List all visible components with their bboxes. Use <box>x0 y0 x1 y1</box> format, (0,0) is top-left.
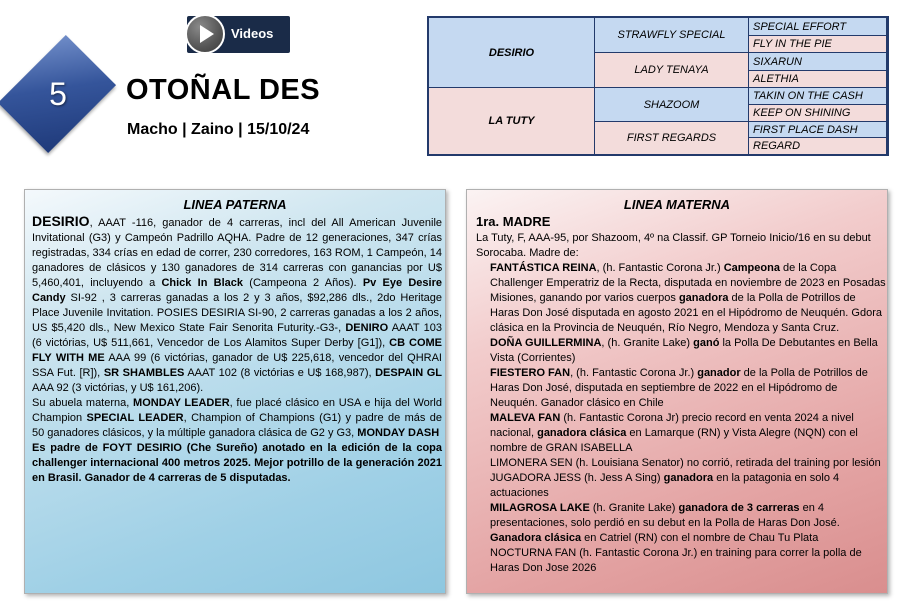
offspring-name: MILAGROSA LAKE <box>490 502 590 514</box>
horse-meta: Macho | Zaino | 15/10/24 <box>127 121 310 138</box>
text-span: AAAT 102 (8 victórias e U$ 168,987), <box>184 367 376 379</box>
pedigree-g3-4: ALETHIA <box>749 71 887 88</box>
text-bold: DESPAIN GL <box>375 367 443 379</box>
pedigree-g3-2: FLY IN THE PIE <box>749 36 887 53</box>
text-span: (h. Fantastic Corona Jr.) en training para correr la polla de Haras Don Jose 2026 <box>490 547 862 574</box>
dam-intro: La Tuty, F, AAA-95, por Shazoom, 4º na Classif. GP Torneio Inicio/16 en su debut Sorocaba. Madre de: <box>476 232 871 259</box>
offspring-item <box>476 411 886 456</box>
pedigree-table <box>427 16 889 156</box>
offspring-name: FIESTERO FAN <box>490 367 571 379</box>
offspring-item <box>476 456 886 471</box>
text-bold: Pv Eye Desire Candy <box>32 277 442 304</box>
offspring-name: JUGADORA JESS <box>490 472 582 484</box>
horse-name: OTOÑAL DES <box>126 74 321 106</box>
text-bold: ganadora de 3 carreras <box>678 502 800 514</box>
maternal-line-title: LINEA MATERNA <box>623 197 731 212</box>
pedigree-sire: DESIRIO <box>429 18 595 88</box>
offspring-name: LIMONERA SEN <box>490 457 573 469</box>
pedigree-sire-sire: STRAWFLY SPECIAL <box>595 18 749 53</box>
maternal-line-text <box>476 214 886 576</box>
offspring-name: DOÑA GUILLERMINA <box>490 337 602 349</box>
text-span: , fue placé clásico en USA e hija del World Champion <box>32 397 442 424</box>
offspring-name: MALEVA FAN <box>490 412 561 424</box>
text-span: (h. Granite Lake) <box>589 502 679 514</box>
paternal-line-box <box>24 189 446 594</box>
first-dam-heading: 1ra. MADRE <box>476 214 551 229</box>
offspring-name: NOCTURNA FAN <box>490 547 577 559</box>
text-bold: ganó <box>693 337 720 349</box>
text-span: (h. Fantastic Corona Jr) precio record en venta 2024 a nivel nacional, <box>490 412 854 439</box>
text-span: , (h. Fantastic Corona Jr.) <box>570 367 698 379</box>
text-bold: ganador <box>697 367 741 379</box>
pedigree-g3-8: REGARD <box>749 138 887 154</box>
paternal-line-text <box>32 214 442 486</box>
videos-label[interactable]: Videos <box>231 26 274 41</box>
text-bold: MONDAY DASH <box>357 427 440 439</box>
text-bold: ganadora <box>678 292 729 304</box>
text-span: en 4 presentaciones, solo perdió en su debut en la Polla de Haras Don José. <box>490 502 840 529</box>
text-span: AAA 99 (6 victórias, ganador de U$ 225,618, vencedor del QHRAI SSA Fut. [R]), <box>32 352 442 379</box>
pedigree-g3-5: TAKIN ON THE CASH <box>749 88 887 105</box>
race-number-badge <box>5 12 111 162</box>
text-span: , Champion of Champions (G1) y padre de más de 50 ganadores clásicos, y la múltiple ganadora clásica de G2 y G3, <box>32 412 442 439</box>
text-span: de la Copa Challenger Emperatriz de la Recta, disputada en noviembre de 2023 en Posadas Misiones, ganando por varios cuerpos <box>490 262 886 304</box>
text-span: (h. Jess A Sing) <box>581 472 664 484</box>
text-span: de la Polla de Potrillos de Haras Don José, disputada en septiembre de 2022 en el Hipódromo de Neuquén. Ganador clásico en Chile <box>490 367 868 409</box>
text-bold: Chick In Black <box>161 277 244 289</box>
pedigree-g3-3: SIXARUN <box>749 53 887 71</box>
text-span: la Polla De Debutantes en Bella Vista (Corrientes) <box>490 337 878 364</box>
text-span: de la Polla de Potrillos de Haras Don José disputada en agosto 2021 en el Hipódromo de Neuquén. Gdora clásica en la Provincia de Neuquén, Río Negro, Mendoza y Santa Cruz. <box>490 292 882 334</box>
race-number: 5 <box>49 76 67 112</box>
pedigree-g3-7: FIRST PLACE DASH <box>749 122 887 138</box>
offspring-item <box>476 366 886 411</box>
offspring-item <box>476 336 886 366</box>
text-span: en la patagonia en solo 4 actuaciones <box>490 472 840 499</box>
pedigree-dam-sire: SHAZOOM <box>595 88 749 122</box>
paternal-paragraph-1 <box>32 214 442 396</box>
text-span: , (h. Fantastic Corona Jr.) <box>596 262 724 274</box>
offspring-item <box>476 471 886 501</box>
offspring-item <box>476 501 886 546</box>
text-bold: Ganadora clásica <box>490 532 582 544</box>
text-bold: ganadora <box>663 472 714 484</box>
text-bold: CB COME FLY WITH ME <box>32 337 442 364</box>
videos-button[interactable] <box>187 16 290 53</box>
text-bold: DENIRO <box>345 322 389 334</box>
text-bold: MONDAY LEADER <box>133 397 230 409</box>
text-span: Su abuela materna, <box>32 397 134 409</box>
text-bold: Campeona <box>723 262 780 274</box>
pedigree-sire-dam: LADY TENAYA <box>595 53 749 88</box>
text-span: AAA 92 (3 victórias, y U$ 161,206). <box>32 382 204 394</box>
pedigree-g3-6: KEEP ON SHINING <box>749 105 887 122</box>
text-span: (Campeona 2 Años). <box>243 277 363 289</box>
pedigree-g3-1: SPECIAL EFFORT <box>749 18 887 36</box>
offspring-item <box>476 261 886 336</box>
text-bold: ganadora clásica <box>537 427 627 439</box>
offspring-name: FANTÁSTICA REINA <box>490 262 597 274</box>
play-icon[interactable] <box>185 14 225 54</box>
maternal-line-box <box>466 189 888 594</box>
text-span: en Catriel (RN) con el nombre de Chau Tu Plata <box>581 532 819 544</box>
offspring-item <box>476 546 886 576</box>
paternal-line-title: LINEA PATERNA <box>183 197 287 212</box>
pedigree-dam-dam: FIRST REGARDS <box>595 122 749 154</box>
text-bold: SPECIAL LEADER <box>86 412 184 424</box>
text-span: (h. Louisiana Senator) no corrió, retirada del training por lesión <box>572 457 881 469</box>
text-span: , (h. Granite Lake) <box>601 337 694 349</box>
paternal-paragraph-2 <box>32 396 442 441</box>
text-span: , AAAT -116, ganador de 4 carreras, incl del All American Juvenile Invitational (G3) y Campeón Padrillo AQHA. Padre de 12 generaciones, 347 crías registradas, 334 crías en edad de correr, 230 corredores, 163 ROM, 1 Campeón, 14 ganadores de clásicos y 130 ganadores de 314 carreras con ganancias por U$ 5,460,401, incluyendo a <box>32 217 442 289</box>
text-span: AAAT 103 (6 victórias, U$ 511,661, Vencedor de Los Alamitos Super Derby [G1]), <box>32 322 442 349</box>
text-span: SI-92 , 3 carreras ganadas a los 2 y 3 años, $92,286 dls., 2do Heritage Place Juvenile Invitation. POSIES DESIRIA SI-90, 2 carreras ganadas a los 2 años, US $5,420 dls., New Mexico State Fair Senorita Futurity.-G3-, <box>32 292 442 334</box>
sire-name: DESIRIO <box>32 213 90 229</box>
text-span: en Lamarque (RN) y Vista Alegre (NQN) con el nombre de GRAN ISABELLA <box>490 427 858 454</box>
paternal-paragraph-3: Es padre de FOYT DESIRIO (Che Sureño) anotado en la edición de la copa challenger internacional 400 metros 2025. Mejor potrillo de la generación 2021 en Brasil. Ganador de 4 carreras de 5 disputadas. <box>32 442 442 484</box>
text-bold: SR SHAMBLES <box>103 367 185 379</box>
pedigree-dam: LA TUTY <box>429 88 595 154</box>
